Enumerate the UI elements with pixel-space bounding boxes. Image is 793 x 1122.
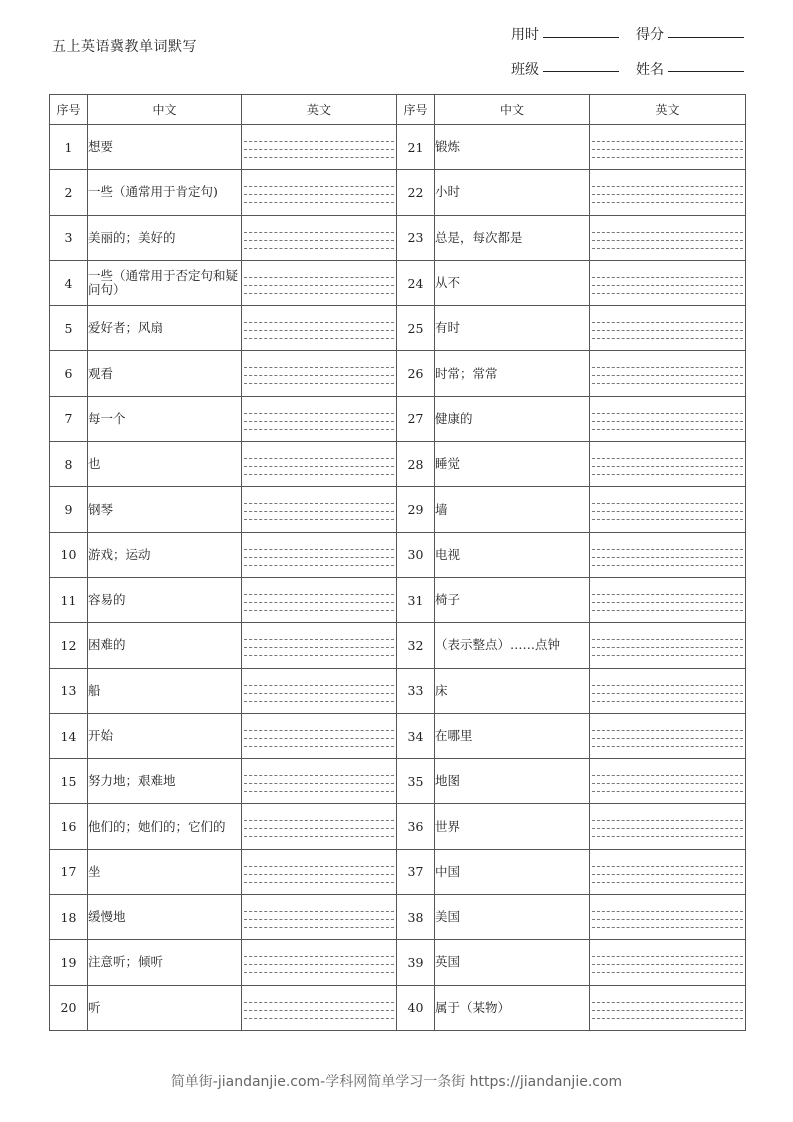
- writing-guide-line: [244, 285, 394, 286]
- writing-guide-line: [244, 383, 394, 384]
- item-number: 23: [397, 215, 435, 260]
- writing-guide-line: [244, 194, 394, 195]
- item-number: 39: [397, 940, 435, 985]
- writing-guide-line: [592, 149, 743, 150]
- table-header-row: [50, 95, 746, 125]
- writing-guide-line: [244, 655, 394, 656]
- writing-guide-line: [244, 367, 394, 368]
- writing-guide-line: [592, 277, 743, 278]
- item-number: 20: [50, 985, 88, 1030]
- chinese-meaning: 注意听；倾听: [88, 940, 242, 985]
- item-number: 36: [397, 804, 435, 849]
- chinese-meaning: 健康的: [435, 396, 590, 441]
- writing-guide-line: [592, 701, 743, 702]
- writing-guide-line: [244, 232, 394, 233]
- item-number: 35: [397, 759, 435, 804]
- writing-guide-line: [244, 693, 394, 694]
- english-answer-cell[interactable]: [590, 487, 746, 532]
- chinese-meaning: 英国: [435, 940, 590, 985]
- chinese-meaning: 床: [435, 668, 590, 713]
- chinese-meaning: 缓慢地: [88, 895, 242, 940]
- chinese-meaning: 墙: [435, 487, 590, 532]
- table-row: [50, 668, 746, 713]
- chinese-meaning: 游戏；运动: [88, 532, 242, 577]
- score-blank[interactable]: [668, 37, 744, 38]
- writing-guide-line: [592, 202, 743, 203]
- writing-guide-line: [244, 738, 394, 739]
- writing-guide-line: [244, 549, 394, 550]
- table-row: [50, 713, 746, 758]
- writing-guide-line: [592, 882, 743, 883]
- writing-guide-line: [592, 783, 743, 784]
- writing-guide-line: [244, 322, 394, 323]
- writing-guide-line: [592, 141, 743, 142]
- writing-guide-line: [244, 240, 394, 241]
- english-answer-cell[interactable]: [242, 577, 397, 622]
- table-row: [50, 215, 746, 260]
- header-chinese-left: 中文: [88, 95, 242, 125]
- writing-guide-line: [244, 972, 394, 973]
- english-answer-cell[interactable]: [242, 396, 397, 441]
- writing-guide-line: [592, 194, 743, 195]
- chinese-meaning: 爱好者；风扇: [88, 306, 242, 351]
- writing-guide-line: [244, 511, 394, 512]
- english-answer-cell[interactable]: [242, 442, 397, 487]
- item-number: 28: [397, 442, 435, 487]
- writing-guide-line: [592, 232, 743, 233]
- item-number: 26: [397, 351, 435, 396]
- chinese-meaning: 电视: [435, 532, 590, 577]
- chinese-meaning: 属于（某物）: [435, 985, 590, 1030]
- writing-guide-line: [592, 293, 743, 294]
- writing-guide-line: [244, 375, 394, 376]
- writing-guide-line: [244, 421, 394, 422]
- chinese-meaning: 一些（通常用于否定句和疑问句）: [88, 260, 242, 305]
- writing-guide-line: [592, 338, 743, 339]
- writing-guide-line: [592, 413, 743, 414]
- item-number: 6: [50, 351, 88, 396]
- writing-guide-line: [592, 1018, 743, 1019]
- english-answer-cell[interactable]: [242, 759, 397, 804]
- writing-guide-line: [244, 746, 394, 747]
- writing-guide-line: [244, 186, 394, 187]
- writing-guide-line: [244, 1002, 394, 1003]
- header-number-right: 序号: [397, 95, 435, 125]
- writing-guide-line: [592, 964, 743, 965]
- writing-guide-line: [592, 972, 743, 973]
- writing-guide-line: [244, 149, 394, 150]
- writing-guide-line: [592, 828, 743, 829]
- item-number: 33: [397, 668, 435, 713]
- writing-guide-line: [592, 466, 743, 467]
- item-number: 11: [50, 577, 88, 622]
- english-answer-cell[interactable]: [590, 759, 746, 804]
- chinese-meaning: 听: [88, 985, 242, 1030]
- item-number: 21: [397, 125, 435, 170]
- item-number: 17: [50, 849, 88, 894]
- header-number-left: 序号: [50, 95, 88, 125]
- table-row: [50, 623, 746, 668]
- english-answer-cell[interactable]: [590, 396, 746, 441]
- writing-guide-line: [592, 157, 743, 158]
- chinese-meaning: 在哪里: [435, 713, 590, 758]
- writing-guide-line: [244, 1018, 394, 1019]
- writing-guide-line: [592, 519, 743, 520]
- chinese-meaning: 从不: [435, 260, 590, 305]
- writing-guide-line: [244, 685, 394, 686]
- chinese-meaning: 美国: [435, 895, 590, 940]
- item-number: 14: [50, 713, 88, 758]
- writing-guide-line: [244, 610, 394, 611]
- writing-guide-line: [592, 248, 743, 249]
- item-number: 40: [397, 985, 435, 1030]
- writing-guide-line: [244, 474, 394, 475]
- item-number: 9: [50, 487, 88, 532]
- item-number: 24: [397, 260, 435, 305]
- english-answer-cell[interactable]: [590, 895, 746, 940]
- item-number: 5: [50, 306, 88, 351]
- item-number: 38: [397, 895, 435, 940]
- time-blank[interactable]: [543, 37, 619, 38]
- english-answer-cell[interactable]: [590, 125, 746, 170]
- writing-guide-line: [592, 820, 743, 821]
- writing-guide-line: [244, 141, 394, 142]
- item-number: 34: [397, 713, 435, 758]
- item-number: 18: [50, 895, 88, 940]
- writing-guide-line: [244, 458, 394, 459]
- chinese-meaning: 想要: [88, 125, 242, 170]
- table-row: [50, 442, 746, 487]
- english-answer-cell[interactable]: [242, 713, 397, 758]
- writing-guide-line: [244, 503, 394, 504]
- writing-guide-line: [592, 1010, 743, 1011]
- english-answer-cell[interactable]: [242, 849, 397, 894]
- english-answer-cell[interactable]: [590, 713, 746, 758]
- item-number: 25: [397, 306, 435, 351]
- english-answer-cell[interactable]: [242, 804, 397, 849]
- english-answer-cell[interactable]: [590, 577, 746, 622]
- table-row: [50, 849, 746, 894]
- chinese-meaning: 时常；常常: [435, 351, 590, 396]
- chinese-meaning: 坐: [88, 849, 242, 894]
- table-row: [50, 895, 746, 940]
- writing-guide-line: [592, 874, 743, 875]
- footer-watermark: 简单街-jiandanjie.com-学科网简单学习一条街 https://jiandanjie.com: [170, 1074, 623, 1090]
- english-answer-cell[interactable]: [242, 940, 397, 985]
- table-row: [50, 396, 746, 441]
- table-row: [50, 306, 746, 351]
- table-row: [50, 170, 746, 215]
- table-row: [50, 487, 746, 532]
- writing-guide-line: [244, 429, 394, 430]
- class-label: 班级: [511, 62, 539, 78]
- writing-guide-line: [592, 746, 743, 747]
- writing-guide-line: [244, 775, 394, 776]
- writing-guide-line: [244, 594, 394, 595]
- class-blank[interactable]: [543, 71, 619, 72]
- writing-guide-line: [244, 602, 394, 603]
- writing-guide-line: [592, 927, 743, 928]
- english-answer-cell[interactable]: [590, 170, 746, 215]
- writing-guide-line: [592, 685, 743, 686]
- chinese-meaning: 每一个: [88, 396, 242, 441]
- english-answer-cell[interactable]: [242, 215, 397, 260]
- chinese-meaning: 椅子: [435, 577, 590, 622]
- item-number: 4: [50, 260, 88, 305]
- vocabulary-table: [49, 94, 746, 1031]
- writing-guide-line: [592, 610, 743, 611]
- writing-guide-line: [244, 701, 394, 702]
- english-answer-cell[interactable]: [242, 260, 397, 305]
- score-label: 得分: [636, 27, 664, 43]
- english-answer-cell[interactable]: [242, 487, 397, 532]
- english-answer-cell[interactable]: [590, 306, 746, 351]
- writing-guide-line: [592, 375, 743, 376]
- english-answer-cell[interactable]: [590, 351, 746, 396]
- table-row: [50, 804, 746, 849]
- item-number: 29: [397, 487, 435, 532]
- writing-guide-line: [592, 511, 743, 512]
- english-answer-cell[interactable]: [242, 668, 397, 713]
- writing-guide-line: [244, 836, 394, 837]
- writing-guide-line: [592, 791, 743, 792]
- writing-guide-line: [244, 519, 394, 520]
- chinese-meaning: 容易的: [88, 577, 242, 622]
- writing-guide-line: [592, 956, 743, 957]
- item-number: 1: [50, 125, 88, 170]
- writing-guide-line: [244, 248, 394, 249]
- english-answer-cell[interactable]: [590, 804, 746, 849]
- writing-guide-line: [244, 293, 394, 294]
- item-number: 3: [50, 215, 88, 260]
- item-number: 15: [50, 759, 88, 804]
- english-answer-cell[interactable]: [242, 351, 397, 396]
- chinese-meaning: 船: [88, 668, 242, 713]
- writing-guide-line: [244, 866, 394, 867]
- writing-guide-line: [244, 919, 394, 920]
- chinese-meaning: 也: [88, 442, 242, 487]
- writing-guide-line: [592, 186, 743, 187]
- writing-guide-line: [592, 429, 743, 430]
- english-answer-cell[interactable]: [590, 623, 746, 668]
- writing-guide-line: [244, 277, 394, 278]
- time-label: 用时: [511, 27, 539, 43]
- writing-guide-line: [244, 783, 394, 784]
- writing-guide-line: [592, 474, 743, 475]
- chinese-meaning: 睡觉: [435, 442, 590, 487]
- table-row: [50, 532, 746, 577]
- writing-guide-line: [244, 1010, 394, 1011]
- english-answer-cell[interactable]: [590, 985, 746, 1030]
- chinese-meaning: 锻炼: [435, 125, 590, 170]
- writing-guide-line: [244, 927, 394, 928]
- writing-guide-line: [592, 866, 743, 867]
- writing-guide-line: [244, 820, 394, 821]
- english-answer-cell[interactable]: [242, 125, 397, 170]
- table-row: [50, 985, 746, 1030]
- english-answer-cell[interactable]: [590, 442, 746, 487]
- writing-guide-line: [244, 202, 394, 203]
- writing-guide-line: [244, 466, 394, 467]
- item-number: 7: [50, 396, 88, 441]
- item-number: 13: [50, 668, 88, 713]
- writing-guide-line: [592, 594, 743, 595]
- chinese-meaning: 中国: [435, 849, 590, 894]
- chinese-meaning: 有时: [435, 306, 590, 351]
- writing-guide-line: [592, 919, 743, 920]
- table-row: [50, 940, 746, 985]
- english-answer-cell[interactable]: [590, 849, 746, 894]
- writing-guide-line: [244, 647, 394, 648]
- chinese-meaning: 地图: [435, 759, 590, 804]
- writing-guide-line: [592, 730, 743, 731]
- chinese-meaning: 开始: [88, 713, 242, 758]
- english-answer-cell[interactable]: [590, 940, 746, 985]
- writing-guide-line: [592, 738, 743, 739]
- chinese-meaning: 总是，每次都是: [435, 215, 590, 260]
- table-row: [50, 351, 746, 396]
- writing-guide-line: [244, 565, 394, 566]
- writing-guide-line: [244, 330, 394, 331]
- english-answer-cell[interactable]: [242, 306, 397, 351]
- item-number: 30: [397, 532, 435, 577]
- name-blank[interactable]: [668, 71, 744, 72]
- item-number: 16: [50, 804, 88, 849]
- english-answer-cell[interactable]: [590, 260, 746, 305]
- writing-guide-line: [592, 1002, 743, 1003]
- table-row: [50, 125, 746, 170]
- writing-guide-line: [244, 956, 394, 957]
- chinese-meaning: 观看: [88, 351, 242, 396]
- writing-guide-line: [244, 882, 394, 883]
- item-number: 19: [50, 940, 88, 985]
- chinese-meaning: 一些（通常用于肯定句): [88, 170, 242, 215]
- writing-guide-line: [592, 330, 743, 331]
- writing-guide-line: [244, 730, 394, 731]
- writing-guide-line: [592, 911, 743, 912]
- worksheet-title: 五上英语冀教单词默写: [52, 39, 197, 55]
- writing-guide-line: [244, 911, 394, 912]
- chinese-meaning: 困难的: [88, 623, 242, 668]
- item-number: 32: [397, 623, 435, 668]
- header-chinese-right: 中文: [435, 95, 590, 125]
- writing-guide-line: [592, 557, 743, 558]
- chinese-meaning: 世界: [435, 804, 590, 849]
- header-english-left: 英文: [242, 95, 397, 125]
- english-answer-cell[interactable]: [242, 985, 397, 1030]
- english-answer-cell[interactable]: [590, 215, 746, 260]
- item-number: 12: [50, 623, 88, 668]
- writing-guide-line: [244, 874, 394, 875]
- header-english-right: 英文: [590, 95, 746, 125]
- chinese-meaning: 钢琴: [88, 487, 242, 532]
- writing-guide-line: [244, 828, 394, 829]
- writing-guide-line: [592, 549, 743, 550]
- english-answer-cell[interactable]: [242, 170, 397, 215]
- chinese-meaning: 他们的；她们的；它们的: [88, 804, 242, 849]
- english-answer-cell[interactable]: [590, 668, 746, 713]
- writing-guide-line: [592, 655, 743, 656]
- writing-guide-line: [592, 322, 743, 323]
- writing-guide-line: [592, 602, 743, 603]
- writing-guide-line: [592, 503, 743, 504]
- writing-guide-line: [592, 836, 743, 837]
- writing-guide-line: [592, 458, 743, 459]
- writing-guide-line: [244, 338, 394, 339]
- english-answer-cell[interactable]: [242, 532, 397, 577]
- item-number: 37: [397, 849, 435, 894]
- writing-guide-line: [592, 639, 743, 640]
- english-answer-cell[interactable]: [242, 895, 397, 940]
- item-number: 2: [50, 170, 88, 215]
- writing-guide-line: [244, 639, 394, 640]
- english-answer-cell[interactable]: [242, 623, 397, 668]
- writing-guide-line: [592, 565, 743, 566]
- chinese-meaning: 小时: [435, 170, 590, 215]
- writing-guide-line: [592, 240, 743, 241]
- item-number: 22: [397, 170, 435, 215]
- english-answer-cell[interactable]: [590, 532, 746, 577]
- chinese-meaning: 努力地；艰难地: [88, 759, 242, 804]
- writing-guide-line: [592, 647, 743, 648]
- item-number: 8: [50, 442, 88, 487]
- chinese-meaning: 美丽的；美好的: [88, 215, 242, 260]
- writing-guide-line: [592, 693, 743, 694]
- writing-guide-line: [592, 421, 743, 422]
- name-label: 姓名: [636, 62, 664, 78]
- item-number: 10: [50, 532, 88, 577]
- writing-guide-line: [244, 557, 394, 558]
- chinese-meaning: （表示整点）……点钟: [435, 623, 590, 668]
- writing-guide-line: [244, 413, 394, 414]
- table-row: [50, 759, 746, 804]
- writing-guide-line: [592, 367, 743, 368]
- table-row: [50, 577, 746, 622]
- item-number: 27: [397, 396, 435, 441]
- writing-guide-line: [592, 285, 743, 286]
- writing-guide-line: [592, 775, 743, 776]
- writing-guide-line: [592, 383, 743, 384]
- writing-guide-line: [244, 964, 394, 965]
- table-row: [50, 260, 746, 305]
- writing-guide-line: [244, 791, 394, 792]
- item-number: 31: [397, 577, 435, 622]
- writing-guide-line: [244, 157, 394, 158]
